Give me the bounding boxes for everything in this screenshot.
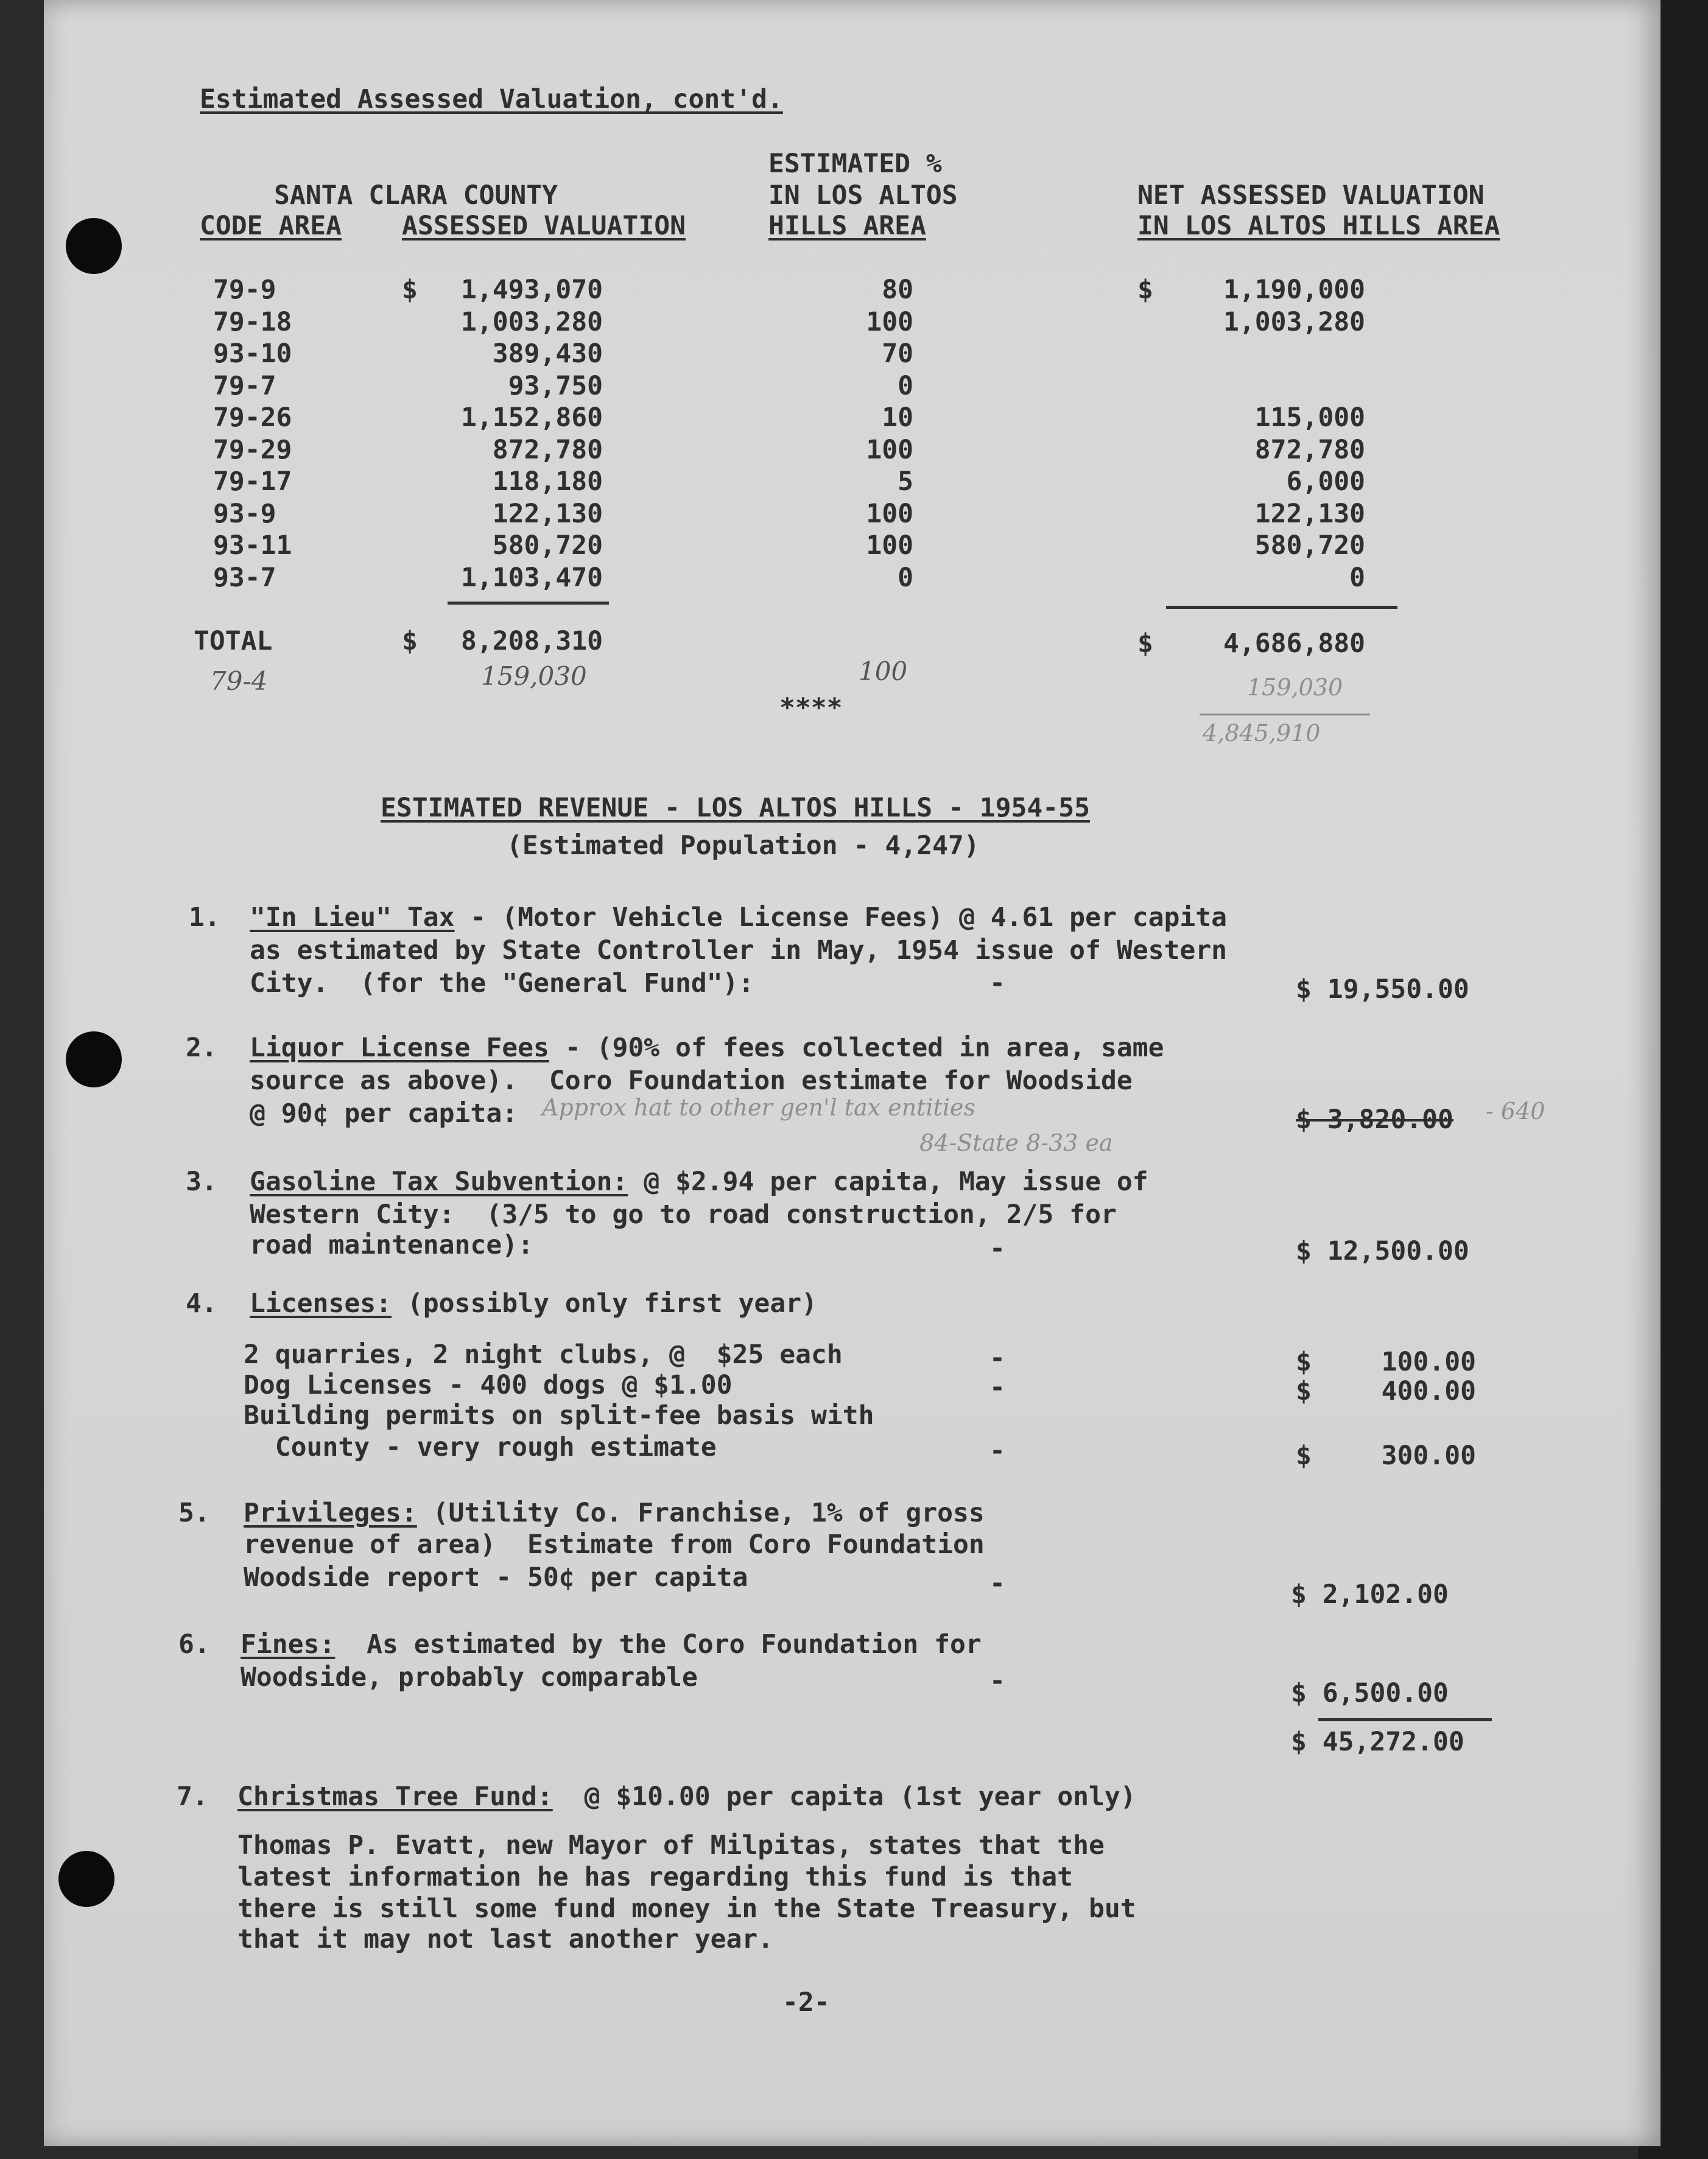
dollar-sign: $ xyxy=(402,275,418,305)
total-assessed: 8,208,310 xyxy=(461,626,603,656)
item-number: 6. xyxy=(178,1629,210,1660)
item-text: County - very rough estimate xyxy=(244,1432,717,1462)
item-text: Woodside, probably comparable xyxy=(241,1662,698,1693)
item-text: as estimated by State Controller in May, 1954 issue of Western xyxy=(250,935,1228,966)
continuation-title: Estimated Assessed Valuation, cont'd. xyxy=(200,84,783,114)
cell-code: 79-18 xyxy=(213,307,292,337)
cell-percent: 70 xyxy=(882,339,913,369)
cell-net-valuation: 1,003,280 xyxy=(1223,307,1365,337)
page-number: -2- xyxy=(782,1987,830,2018)
cell-percent: 10 xyxy=(882,402,913,433)
county-header: SANTA CLARA COUNTY xyxy=(274,180,558,211)
item-text: Western City: (3/5 to go to road construction, 2/5 for xyxy=(250,1199,1117,1230)
item-text: - (Motor Vehicle License Fees) @ 4.61 per capita xyxy=(454,902,1228,933)
item-text: @ 90¢ per capita: xyxy=(250,1098,518,1129)
item-amount: 300.00 xyxy=(1381,1441,1476,1471)
item-amount: $ 6,500.00 xyxy=(1291,1678,1449,1708)
cell-net-valuation: 6,000 xyxy=(1286,466,1365,497)
item-heading: "In Lieu" Tax xyxy=(250,902,455,933)
dollar-sign: $ xyxy=(1296,1441,1312,1471)
item-text: Dog Licenses - 400 dogs @ $1.00 xyxy=(244,1370,733,1400)
cell-code: 93-7 xyxy=(213,563,276,593)
cell-percent: 0 xyxy=(898,563,913,593)
sum-rule xyxy=(1166,606,1397,609)
total-net: 4,686,880 xyxy=(1223,628,1365,659)
cell-net-valuation: 872,780 xyxy=(1254,435,1365,465)
dash: - xyxy=(989,1666,1005,1696)
punch-hole xyxy=(66,218,122,274)
col-assessed-header: ASSESSED VALUATION xyxy=(402,211,686,241)
item-amount: 400.00 xyxy=(1381,1376,1476,1406)
cell-net-valuation: 115,000 xyxy=(1254,402,1365,433)
item-text: Woodside report - 50¢ per capita xyxy=(244,1562,748,1593)
item-amount: $ 12,500.00 xyxy=(1296,1236,1469,1266)
handwritten-note: - 640 xyxy=(1486,1098,1545,1125)
handwritten-note: 84-State 8-33 ea xyxy=(919,1129,1113,1156)
item-heading: Christmas Tree Fund: xyxy=(237,1782,553,1812)
col-pct-header-2: IN LOS ALTOS xyxy=(768,180,958,211)
cell-assessed: 1,003,280 xyxy=(461,307,603,337)
item-heading: Licenses: xyxy=(250,1288,392,1319)
dash: - xyxy=(989,1436,1005,1466)
cell-net-valuation: 580,720 xyxy=(1254,530,1365,561)
revenue-subtitle: (Estimated Population - 4,247) xyxy=(507,830,980,861)
col-pct-header-3: HILLS AREA xyxy=(768,211,926,241)
cell-code: 79-9 xyxy=(213,275,276,305)
col-code-header: CODE AREA xyxy=(200,211,342,241)
cell-percent: 100 xyxy=(866,435,913,465)
dash: - xyxy=(989,1568,1005,1599)
cell-assessed: 1,493,070 xyxy=(461,275,603,305)
cell-net-valuation: 122,130 xyxy=(1254,499,1365,529)
item-amount: $ 19,550.00 xyxy=(1296,974,1469,1005)
section-separator: **** xyxy=(779,693,843,723)
item-number: 2. xyxy=(186,1033,217,1063)
item-heading: Liquor License Fees xyxy=(250,1033,549,1063)
dash: - xyxy=(989,1343,1005,1374)
item-text: latest information he has regarding this fund is that xyxy=(237,1862,1074,1892)
item-text: source as above). Coro Foundation estimate for Woodside xyxy=(250,1065,1133,1096)
item-text: City. (for the "General Fund"): xyxy=(250,968,754,999)
item-number: 3. xyxy=(186,1167,217,1197)
item-text: (Utility Co. Franchise, 1% of gross xyxy=(416,1498,985,1528)
handwritten-pct: 100 xyxy=(859,656,908,686)
dash: - xyxy=(989,968,1005,999)
cell-net-valuation: 0 xyxy=(1349,563,1365,593)
cell-assessed: 1,152,860 xyxy=(461,402,603,433)
item-heading: Gasoline Tax Subvention: xyxy=(250,1167,628,1197)
dash: - xyxy=(989,1234,1005,1264)
handwritten-assessed: 159,030 xyxy=(481,661,587,691)
item-number: 1. xyxy=(189,902,220,933)
dollar-sign: $ xyxy=(1137,275,1153,305)
col-pct-header-1: ESTIMATED % xyxy=(768,149,942,179)
cell-assessed: 93,750 xyxy=(508,371,603,401)
dollar-sign: $ xyxy=(1296,1347,1312,1377)
item-text: road maintenance): xyxy=(250,1230,533,1260)
item-text: there is still some fund money in the State Treasury, but xyxy=(237,1894,1136,1924)
cell-assessed: 118,180 xyxy=(492,466,603,497)
col-net-header-1: NET ASSESSED VALUATION xyxy=(1137,180,1485,211)
item-number: 4. xyxy=(186,1288,217,1319)
dollar-sign: $ xyxy=(1296,1376,1312,1406)
revenue-title: ESTIMATED REVENUE - LOS ALTOS HILLS - 1954-55 xyxy=(381,793,1090,823)
handwritten-net-total: 4,845,910 xyxy=(1203,720,1321,746)
cell-code: 79-26 xyxy=(213,402,292,433)
cell-code: 93-11 xyxy=(213,530,292,561)
cell-percent: 100 xyxy=(866,499,913,529)
col-net-header-2: IN LOS ALTOS HILLS AREA xyxy=(1137,211,1500,241)
dollar-sign: $ xyxy=(402,626,418,656)
item-text: Building permits on split-fee basis with xyxy=(244,1400,874,1431)
punch-hole xyxy=(58,1851,114,1907)
item-heading: Privileges: xyxy=(244,1498,417,1528)
cell-code: 79-17 xyxy=(213,466,292,497)
item-amount: 100.00 xyxy=(1381,1347,1476,1377)
handwritten-net-add: 159,030 xyxy=(1247,674,1343,701)
cell-net-valuation: 1,190,000 xyxy=(1223,275,1365,305)
item-text: - (90% of fees collected in area, same xyxy=(549,1033,1164,1063)
cell-assessed: 580,720 xyxy=(492,530,603,561)
item-number: 7. xyxy=(177,1782,208,1812)
cell-percent: 100 xyxy=(866,307,913,337)
dollar-sign: $ xyxy=(1137,628,1153,659)
cell-percent: 80 xyxy=(882,275,913,305)
cell-assessed: 389,430 xyxy=(492,339,603,369)
item-text: @ $2.94 per capita, May issue of xyxy=(628,1167,1148,1197)
item-text: (possibly only first year) xyxy=(392,1288,817,1319)
item-text: revenue of area) Estimate from Coro Foundation xyxy=(244,1529,985,1560)
item-amount: $ 3,820.00 xyxy=(1296,1104,1453,1135)
handwritten-note: Approx hat to other gen'l tax entities xyxy=(542,1094,975,1121)
cell-assessed: 872,780 xyxy=(492,435,603,465)
cell-code: 93-10 xyxy=(213,339,292,369)
item-text: @ $10.00 per capita (1st year only) xyxy=(552,1782,1136,1812)
revenue-total: $ 45,272.00 xyxy=(1291,1727,1464,1757)
cell-percent: 5 xyxy=(898,466,913,497)
handwritten-code: 79-4 xyxy=(210,666,268,696)
punch-hole xyxy=(66,1031,122,1087)
sum-rule xyxy=(1318,1718,1492,1721)
cell-code: 79-29 xyxy=(213,435,292,465)
cell-code: 79-7 xyxy=(213,371,276,401)
item-text: Thomas P. Evatt, new Mayor of Milpitas, states that the xyxy=(237,1830,1105,1861)
handwritten-rule xyxy=(1200,714,1370,715)
item-text: 2 quarries, 2 night clubs, @ $25 each xyxy=(244,1339,843,1370)
cell-assessed: 122,130 xyxy=(492,499,603,529)
item-amount: $ 2,102.00 xyxy=(1291,1579,1449,1610)
sum-rule xyxy=(448,602,609,605)
item-number: 5. xyxy=(178,1498,210,1528)
cell-assessed: 1,103,470 xyxy=(461,563,603,593)
cell-percent: 100 xyxy=(866,530,913,561)
dash: - xyxy=(989,1372,1005,1403)
cell-percent: 0 xyxy=(898,371,913,401)
cell-code: 93-9 xyxy=(213,499,276,529)
item-text: As estimated by the Coro Foundation for xyxy=(335,1629,982,1660)
item-heading: Fines: xyxy=(241,1629,336,1660)
total-label: TOTAL xyxy=(194,626,273,656)
item-text: that it may not last another year. xyxy=(237,1924,774,1954)
